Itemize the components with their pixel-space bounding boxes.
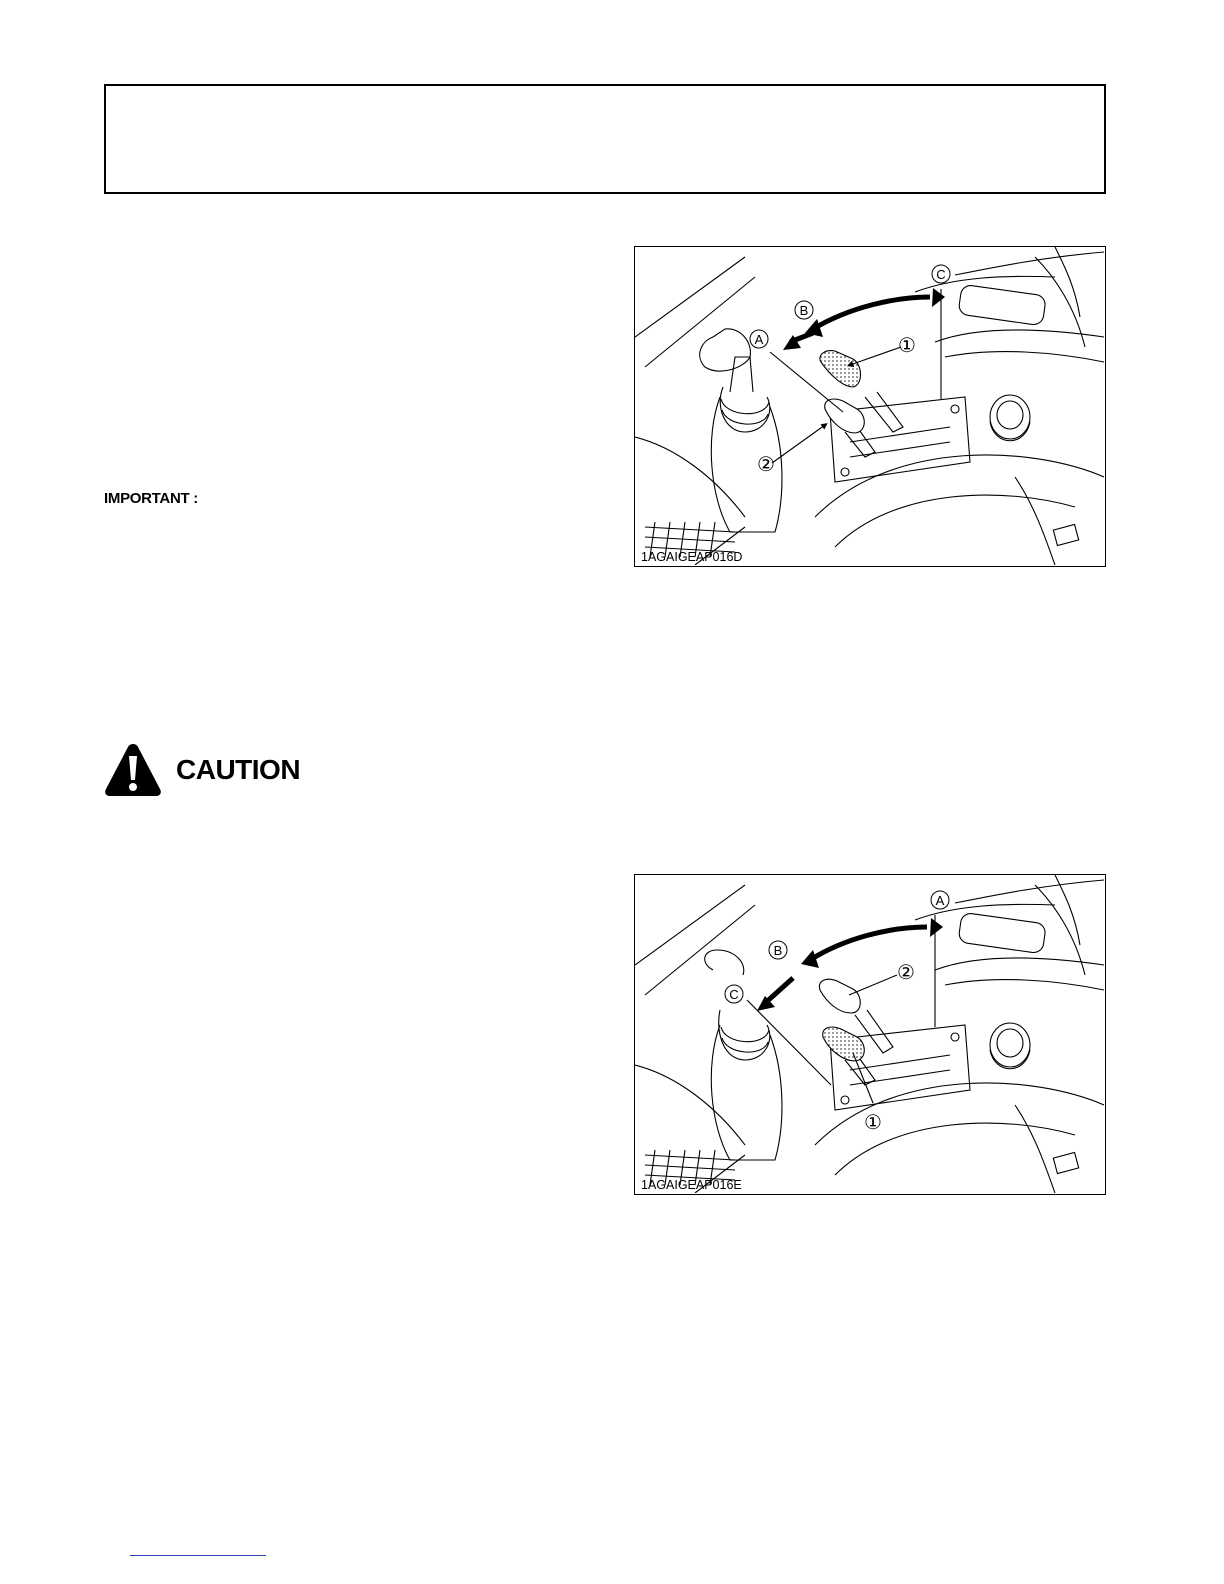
callout-2: ② bbox=[897, 962, 915, 984]
callout-c: C bbox=[936, 267, 946, 282]
important-label: IMPORTANT : bbox=[104, 490, 198, 507]
callout-b: B bbox=[799, 303, 809, 318]
callout-b: B bbox=[773, 943, 783, 958]
lever-figure-1 bbox=[634, 246, 1106, 567]
figure-code: 1AGAIGEAP016E bbox=[641, 1178, 742, 1192]
warning-triangle-icon bbox=[104, 742, 162, 798]
callout-c: C bbox=[729, 987, 739, 1002]
header-box bbox=[104, 84, 1106, 194]
lever-illustration-2 bbox=[635, 875, 1104, 1193]
callout-a: A bbox=[754, 332, 764, 347]
callout-a: A bbox=[935, 893, 945, 908]
caution-label: CAUTION bbox=[176, 754, 301, 785]
lever-illustration-1 bbox=[635, 247, 1104, 565]
callout-2: ② bbox=[757, 454, 775, 476]
footer-link-rule[interactable] bbox=[130, 1555, 266, 1556]
lever-figure-2 bbox=[634, 874, 1106, 1195]
figure-code: 1AGAIGEAP016D bbox=[641, 550, 743, 564]
callout-1: ① bbox=[864, 1112, 882, 1134]
callout-1: ① bbox=[898, 335, 916, 357]
caution-heading bbox=[104, 742, 300, 798]
